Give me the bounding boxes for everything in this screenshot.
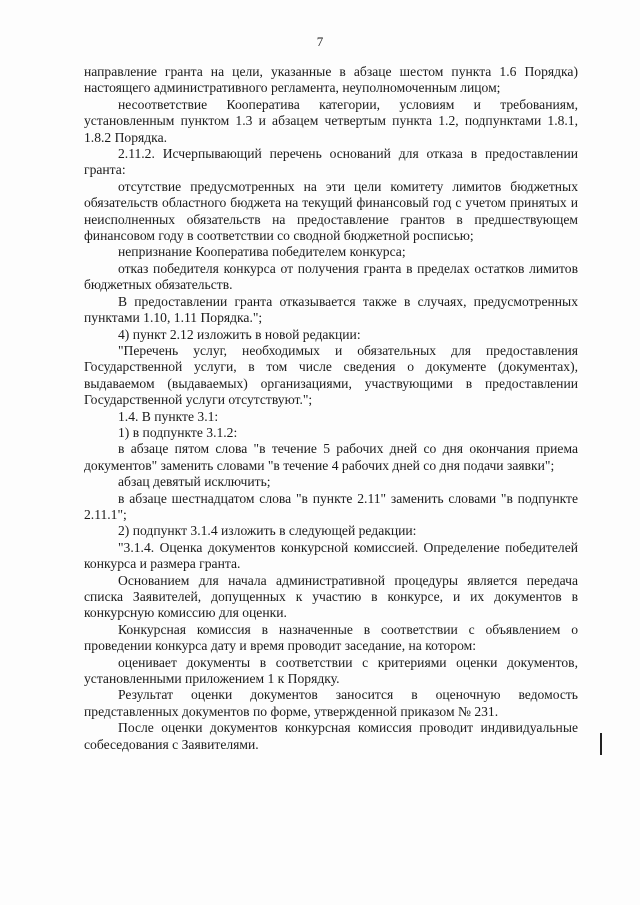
paragraph-3: 2.11.2. Исчерпывающий перечень оснований для отказа в предоставлении гранта: [84, 146, 578, 178]
paragraph-9: "Перечень услуг, необходимых и обязательных для предоставления Государственной услуги, в том числе сведения о документе (документах), выдаваемом (выдаваемых) организациями, участвующими в предоставлении Государственной услуги отсутствуют."; [84, 342, 578, 408]
margin-mark [600, 733, 602, 755]
document-body [84, 64, 578, 753]
paragraph-1: направление гранта на цели, указанные в абзаце шестом пункта 1.6 Порядка) настоящего административного регламента, неуполномоченным лицом; [84, 64, 578, 96]
paragraph-16: "3.1.4. Оценка документов конкурсной комиссией. Определение победителей конкурса и размера гранта. [84, 539, 578, 572]
paragraph-5: непризнание Кооператива победителем конкурса; [118, 244, 406, 260]
paragraph-6: отказ победителя конкурса от получения гранта в пределах остатков лимитов бюджетных обязательств. [84, 260, 578, 293]
paragraph-13: абзац девятый исключить; [118, 474, 271, 490]
paragraph-18: Конкурсная комиссия в назначенные в соответствии с объявлением о проведении конкурса дату и время проводит заседание, на котором: [84, 621, 578, 654]
paragraph-4: отсутствие предусмотренных на эти цели комитету лимитов бюджетных обязательств областного бюджета на текущий финансовый год с учетом принятых и неисполненных обязательств на предоставление грантов в предшествующем финансовом году в соответствии со сводной бюджетной росписью; [84, 178, 578, 244]
page-number: 7 [316, 34, 324, 49]
paragraph-14: в абзаце шестнадцатом слова "в пункте 2.11" заменить словами "в подпункте 2.11.1"; [84, 490, 578, 522]
paragraph-12: в абзаце пятом слова "в течение 5 рабочих дней со дня окончания приема документов" заменить словами "в течение 4 рабочих дней со дня подачи заявки"; [84, 441, 578, 473]
paragraph-20: Результат оценки документов заносится в оценочную ведомость представленных документов по форме, утвержденной приказом № 231. [84, 687, 578, 719]
paragraph-15: 2) подпункт 3.1.4 изложить в следующей редакции: [118, 523, 417, 539]
paragraph-2: несоответствие Кооператива категории, условиям и требованиям, установленным пунктом 1.3 и абзацем четвертым пункта 1.2, подпунктами 1.8.1, 1.8.2 Порядка. [84, 96, 578, 145]
paragraph-17: Основанием для начала административной процедуры является передача списка Заявителей, допущенных к участию в конкурсе, и их документов в конкурсную комиссию для оценки. [84, 572, 578, 621]
paragraph-7: В предоставлении гранта отказывается также в случаях, предусмотренных пунктами 1.10, 1.11 Порядка."; [84, 293, 578, 326]
paragraph-19: оценивает документы в соответствии с критериями оценки документов, установленными приложением 1 к Порядку. [84, 654, 578, 687]
paragraph-8: 4) пункт 2.12 изложить в новой редакции: [118, 326, 361, 342]
paragraph-21: После оценки документов конкурсная комиссия проводит индивидуальные собеседования с Заявителями. [84, 720, 578, 752]
paragraph-10: 1.4. В пункте 3.1: [118, 408, 219, 424]
paragraph-11: 1) в подпункте 3.1.2: [118, 424, 238, 440]
